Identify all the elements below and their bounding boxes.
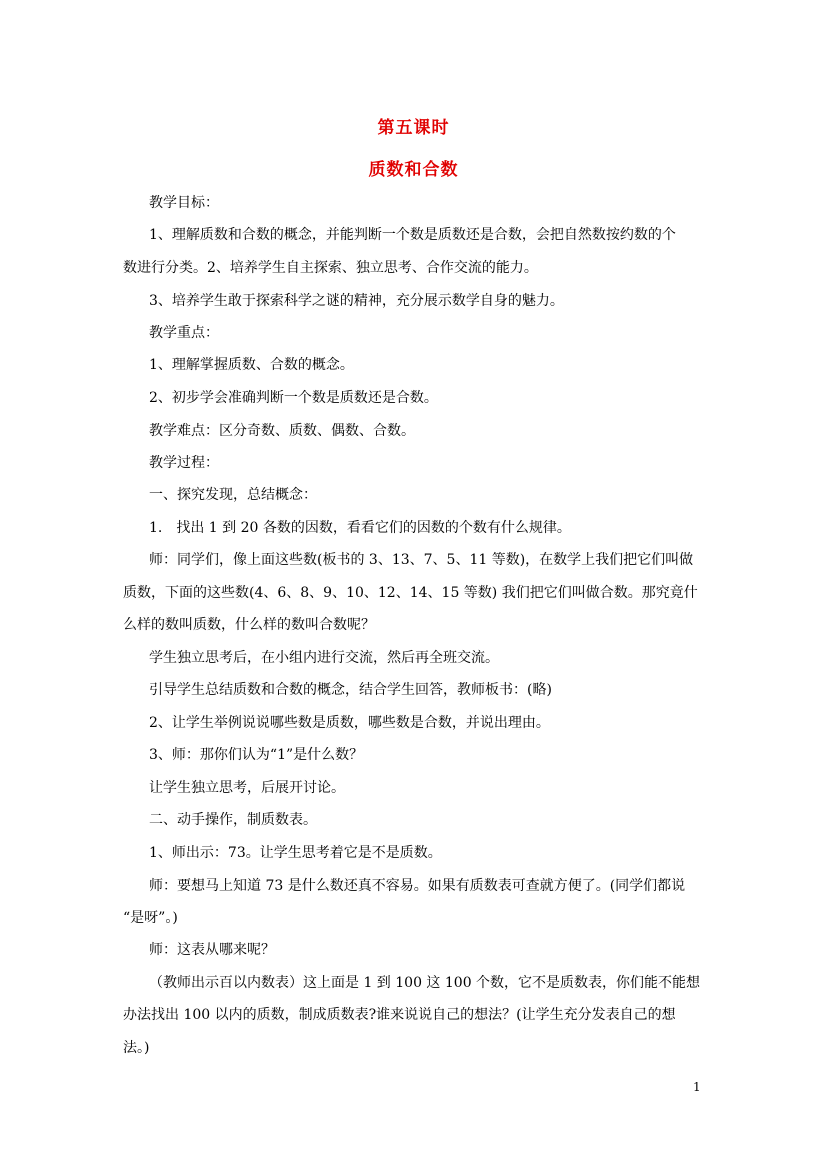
text-line: 教学重点： — [149, 325, 219, 341]
text-line: 1、理解质数和合数的概念，并能判断一个数是质数还是合数，会把自然数按约数的个 — [149, 227, 676, 243]
text-line: 2、让学生举例说说哪些数是质数，哪些数是合数，并说出理由。 — [149, 715, 550, 731]
text-line: 一、探究发现，总结概念： — [149, 487, 317, 503]
text-line: 1. 找出 1 到 20 各数的因数，看看它们的因数的个数有什么规律。 — [149, 520, 571, 536]
text-line: 质数，下面的这些数(4、6、8、9、10、12、14、15 等数) 我们把它们叫做合数。那究竟什 — [123, 585, 698, 601]
text-line: 1、理解掌握质数、合数的概念。 — [149, 357, 354, 373]
text-line: 教学难点：区分奇数、质数、偶数、合数。 — [149, 423, 415, 439]
text-line: 学生独立思考后，在小组内进行交流，然后再全班交流。 — [149, 650, 499, 666]
text-line: 法。) — [123, 1040, 150, 1056]
text-line: “是呀”。) — [123, 910, 178, 926]
text-line: 二、动手操作，制质数表。 — [149, 812, 317, 828]
text-line: 师：同学们，像上面这些数(板书的 3、13、7、5、11 等数)，在数学上我们把它们叫做 — [149, 552, 694, 568]
text-line: （教师出示百以内数表）这上面是 1 到 100 这 100 个数，它不是质数表，你们能不能想 — [149, 975, 701, 991]
text-line: 3、师：那你们认为“1”是什么数？ — [149, 747, 364, 763]
lesson-subtitle: 质数和合数 — [368, 160, 459, 180]
lesson-title: 第五课时 — [377, 118, 450, 138]
text-line: 师：这表从哪来呢？ — [149, 942, 275, 958]
text-line: 办法找出 100 以内的质数，制成质数表?谁来说说自己的想法？(让学生充分发表自己的想 — [123, 1007, 676, 1023]
text-line: 数进行分类。2、培养学生自主探索、独立思考、合作交流的能力。 — [123, 260, 538, 276]
page-number: 1 — [693, 1080, 701, 1094]
text-line: 引导学生总结质数和合数的概念，结合学生回答，教师板书：(略) — [149, 682, 552, 698]
text-line: 么样的数叫质数，什么样的数叫合数呢？ — [123, 617, 375, 633]
text-line: 教学过程： — [149, 455, 219, 471]
text-line: 教学目标： — [149, 195, 219, 211]
text-line: 3、培养学生敢于探索科学之谜的精神，充分展示数学自身的魅力。 — [149, 293, 564, 309]
text-line: 1、师出示：73。让学生思考着它是不是质数。 — [149, 845, 442, 861]
text-line: 师：要想马上知道 73 是什么数还真不容易。如果有质数表可查就方便了。(同学们都说 — [149, 878, 686, 894]
text-line: 2、初步学会准确判断一个数是质数还是合数。 — [149, 390, 438, 406]
text-line: 让学生独立思考，后展开讨论。 — [149, 780, 345, 796]
